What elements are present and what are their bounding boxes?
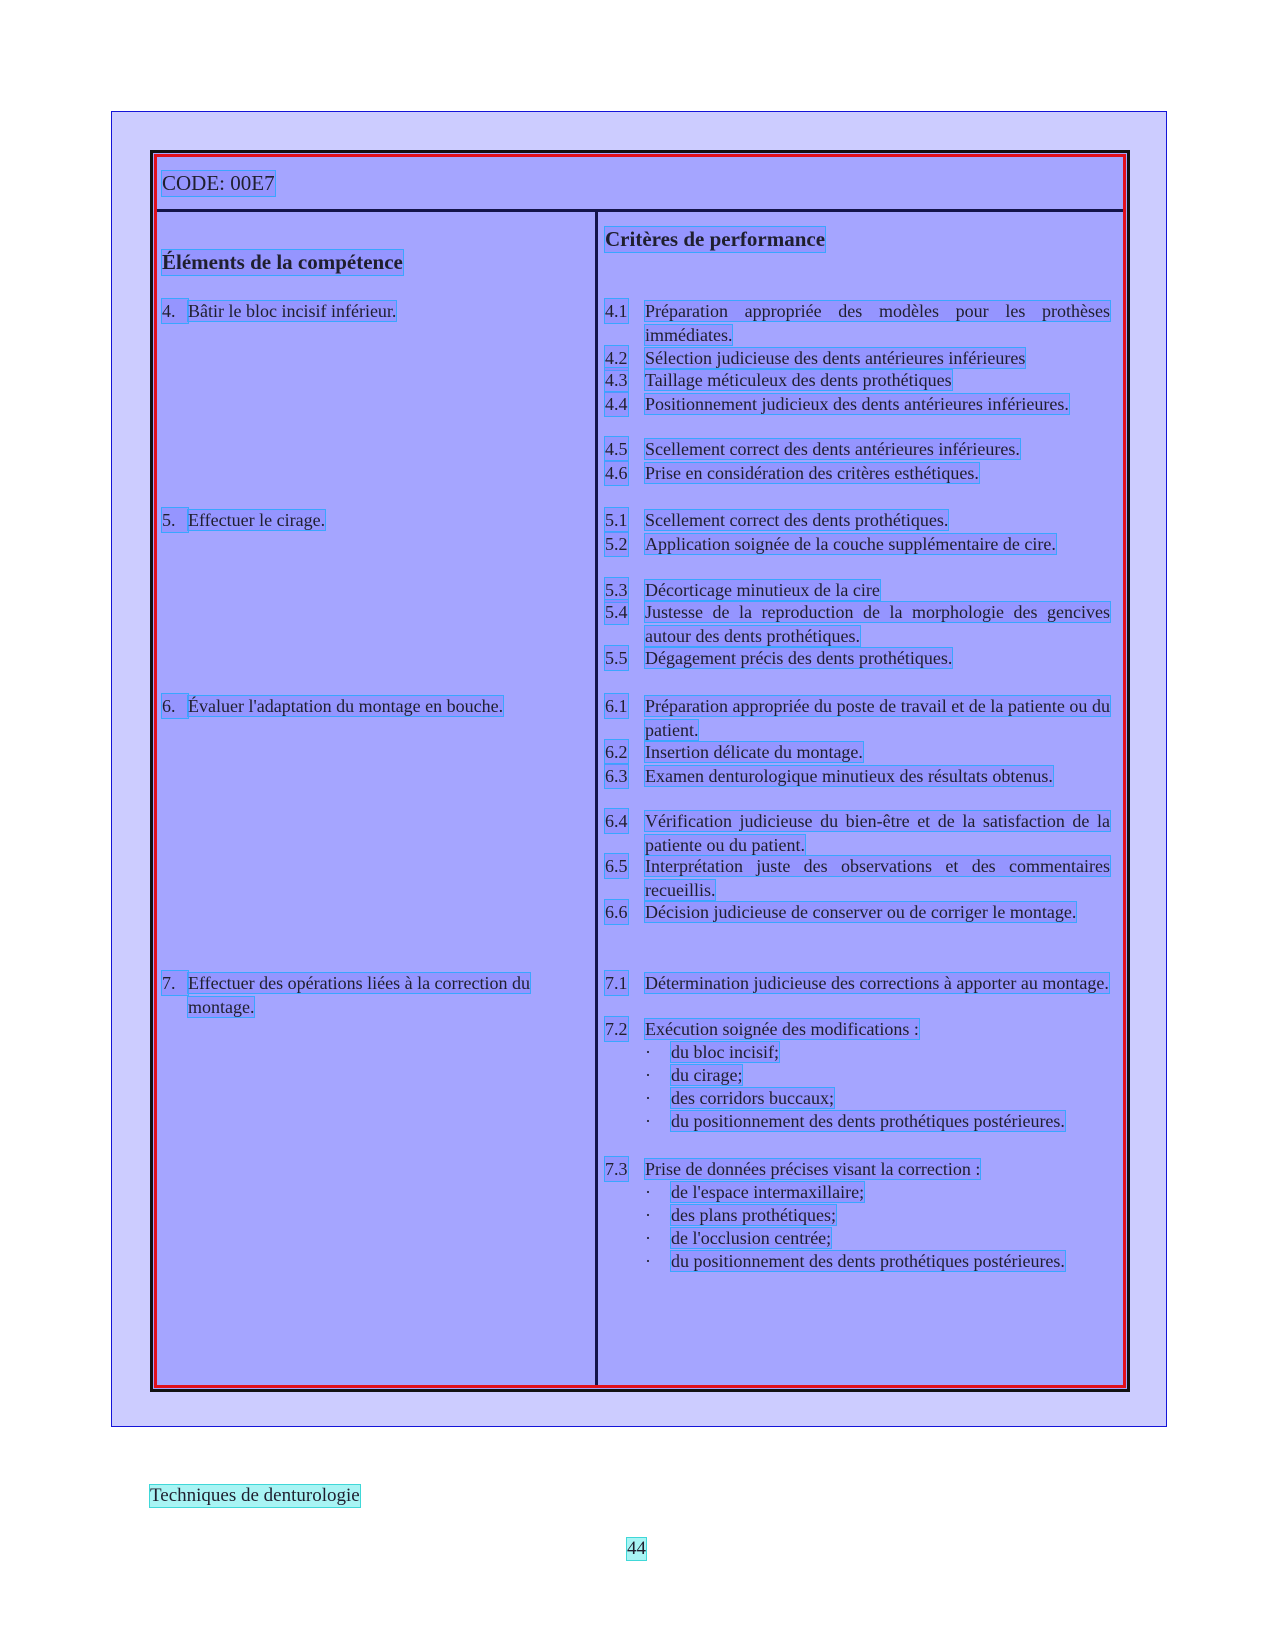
element-text: Effectuer le cirage.	[188, 510, 326, 530]
criterion-item	[605, 1157, 1110, 1181]
criterion-item	[605, 971, 1110, 995]
sub-item-text: de l'espace intermaxillaire;	[671, 1182, 865, 1202]
criterion-item	[605, 740, 1110, 764]
criterion-text: Prise de données précises visant la correction :	[645, 1159, 981, 1179]
bullet-icon: ·	[645, 1042, 651, 1062]
bullet-icon: ·	[645, 1065, 651, 1085]
element-item	[162, 508, 580, 532]
criterion-text: Préparation appropriée du poste de travail et de la patiente ou du patient.	[645, 696, 1110, 740]
criterion-text: Décorticage minutieux de la cire	[645, 580, 880, 600]
sub-item-text: de l'occlusion centrée;	[671, 1228, 832, 1248]
element-item	[162, 694, 580, 718]
element-text: Évaluer l'adaptation du montage en bouche.	[188, 696, 504, 716]
criterion-item	[605, 532, 1110, 556]
criterion-number: 4.4	[605, 394, 628, 414]
criterion-text: Interprétation juste des observations et des commentaires recueillis.	[645, 856, 1110, 900]
criterion-text: Positionnement judicieux des dents antérieures inférieures.	[645, 394, 1069, 414]
elements-header: Éléments de la compétence	[162, 250, 403, 274]
criterion-number: 4.3	[605, 370, 628, 390]
competency-table-inner	[154, 154, 1126, 1388]
bullet-icon: ·	[645, 1182, 651, 1202]
element-number: 7.	[162, 971, 188, 995]
criterion-text: Justesse de la reproduction de la morphologie des gencives autour des dents prothétiques.	[645, 602, 1110, 646]
criterion-number: 5.1	[605, 510, 628, 530]
footer-title: Techniques de denturologie	[150, 1485, 360, 1506]
criterion-number: 4.5	[605, 439, 628, 459]
criterion-item	[605, 646, 1110, 670]
sub-item-text: du positionnement des dents prothétiques postérieures.	[671, 1111, 1065, 1131]
criterion-text: Examen denturologique minutieux des résultats obtenus.	[645, 766, 1053, 786]
criterion-item	[605, 299, 1110, 347]
column-divider	[595, 209, 598, 1385]
element-text: Effectuer des opérations liées à la correction du montage.	[188, 973, 531, 1017]
sub-item	[645, 1086, 1115, 1110]
criterion-text: Vérification judicieuse du bien-être et de la satisfaction de la patiente ou du patient.	[645, 811, 1110, 855]
bullet-icon: ·	[645, 1251, 651, 1271]
code-row	[157, 157, 1123, 212]
sub-item	[645, 1109, 1115, 1133]
criterion-item	[605, 368, 1110, 392]
page-number: 44	[627, 1538, 646, 1559]
criterion-number: 5.3	[605, 580, 628, 600]
criterion-number: 6.6	[605, 902, 628, 922]
element-number: 6.	[162, 694, 188, 718]
bullet-icon: ·	[645, 1205, 651, 1225]
criterion-item	[605, 346, 1110, 370]
criterion-item	[605, 900, 1110, 924]
sub-item	[645, 1249, 1115, 1273]
criterion-number: 7.1	[605, 973, 628, 993]
criterion-item	[605, 1017, 1110, 1041]
code-label: CODE: 00E7	[162, 171, 275, 195]
criterion-number: 7.3	[605, 1159, 628, 1179]
sub-item-text: du bloc incisif;	[671, 1042, 779, 1062]
sub-item	[645, 1180, 1115, 1204]
element-text: Bâtir le bloc incisif inférieur.	[188, 301, 397, 321]
criteria-header: Critères de performance	[605, 227, 826, 251]
sub-item	[645, 1063, 1115, 1087]
element-number: 5.	[162, 508, 188, 532]
criterion-item	[605, 437, 1110, 461]
competency-table	[150, 150, 1130, 1392]
element-item	[162, 971, 580, 1019]
criterion-item	[605, 600, 1110, 648]
criterion-item	[605, 694, 1110, 742]
criterion-number: 4.2	[605, 348, 628, 368]
criterion-text: Sélection judicieuse des dents antérieures inférieures	[645, 348, 1026, 368]
criterion-item	[605, 508, 1110, 532]
criterion-text: Prise en considération des critères esthétiques.	[645, 463, 979, 483]
criterion-number: 6.2	[605, 742, 628, 762]
sub-item-text: du cirage;	[671, 1065, 743, 1085]
criterion-item	[605, 809, 1110, 857]
criterion-number: 5.4	[605, 602, 628, 622]
criterion-number: 5.2	[605, 534, 628, 554]
criterion-number: 4.1	[605, 301, 628, 321]
criterion-text: Décision judicieuse de conserver ou de corriger le montage.	[645, 902, 1077, 922]
sub-item	[645, 1226, 1115, 1250]
criterion-text: Détermination judicieuse des corrections à apporter au montage.	[645, 973, 1109, 993]
criterion-text: Dégagement précis des dents prothétiques.	[645, 648, 953, 668]
bullet-icon: ·	[645, 1088, 651, 1108]
sub-item-text: du positionnement des dents prothétiques postérieures.	[671, 1251, 1065, 1271]
criterion-item	[605, 764, 1110, 788]
criterion-number: 4.6	[605, 463, 628, 483]
sub-item	[645, 1040, 1115, 1064]
criterion-number: 6.5	[605, 856, 628, 876]
criterion-item	[605, 392, 1110, 416]
criterion-item	[605, 461, 1110, 485]
sub-item	[645, 1203, 1115, 1227]
criterion-text: Scellement correct des dents prothétiques.	[645, 510, 949, 530]
criterion-text: Scellement correct des dents antérieures inférieures.	[645, 439, 1020, 459]
criterion-item	[605, 578, 1110, 602]
criterion-number: 5.5	[605, 648, 628, 668]
criterion-number: 6.3	[605, 766, 628, 786]
bullet-icon: ·	[645, 1111, 651, 1131]
criterion-text: Application soignée de la couche supplémentaire de cire.	[645, 534, 1056, 554]
criterion-text: Préparation appropriée des modèles pour les prothèses immédiates.	[645, 301, 1110, 345]
criterion-number: 7.2	[605, 1019, 628, 1039]
criterion-number: 6.1	[605, 696, 628, 716]
criterion-item	[605, 854, 1110, 902]
criterion-text: Taillage méticuleux des dents prothétiques	[645, 370, 952, 390]
criterion-text: Exécution soignée des modifications :	[645, 1019, 919, 1039]
criterion-number: 6.4	[605, 811, 628, 831]
bullet-icon: ·	[645, 1228, 651, 1248]
element-number: 4.	[162, 299, 188, 323]
criterion-text: Insertion délicate du montage.	[645, 742, 863, 762]
sub-item-text: des plans prothétiques;	[671, 1205, 836, 1225]
element-item	[162, 299, 580, 323]
sub-item-text: des corridors buccaux;	[671, 1088, 834, 1108]
